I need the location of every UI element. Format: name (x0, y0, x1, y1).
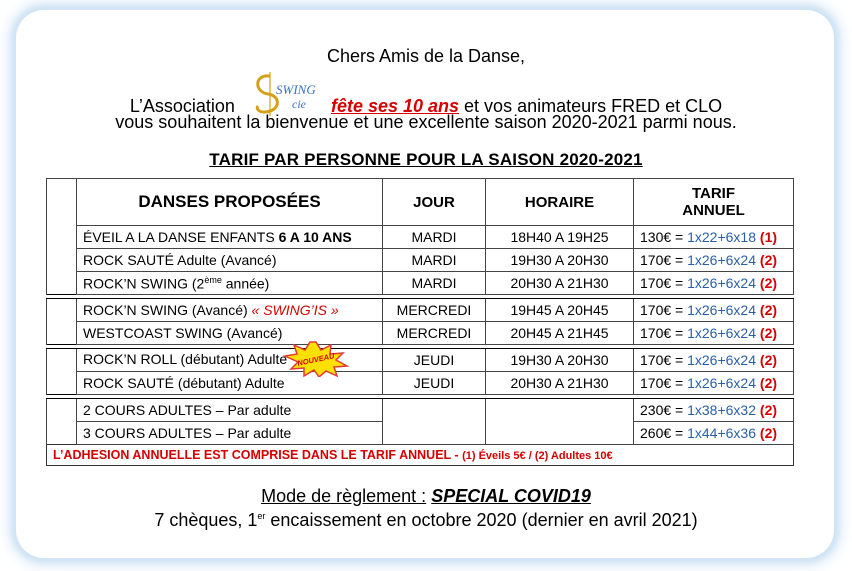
dance-cell: ROCK’N SWING (Avancé) « SWING’IS » (77, 299, 383, 322)
day-cell: MARDI (383, 226, 486, 249)
dance-cell: WESTCOAST SWING (Avancé) (77, 322, 383, 345)
header-tarif: TARIF ANNUEL (634, 179, 794, 226)
payment-label: Mode de règlement : (261, 486, 427, 506)
price-cell: 260€ = 1x44+6x36 (2) (634, 422, 794, 445)
day-cell-empty (383, 399, 486, 445)
logo-text-cie: cie (291, 97, 306, 111)
dance-cell: 3 COURS ADULTES – Par adulte (77, 422, 383, 445)
table-row (47, 399, 794, 422)
welcome-line: vous souhaitent la bienvenue et une excellente saison 2020-2021 parmi nous. (115, 112, 737, 132)
anniversary-highlight: fête ses 10 ans (330, 96, 460, 116)
time-cell: 20H45 A 21H45 (486, 322, 634, 345)
dance-cell: ÉVEIL A LA DANSE ENFANTS 6 A 10 ANS (77, 226, 383, 249)
tarif-table (46, 178, 794, 466)
header-time: HORAIRE (486, 179, 634, 226)
price-cell: 170€ = 1x26+6x24 (2) (634, 249, 794, 272)
price-cell: 170€ = 1x26+6x24 (2) (634, 372, 794, 395)
table-row (47, 349, 794, 372)
dance-cell: 2 COURS ADULTES – Par adulte (77, 399, 383, 422)
dance-cell: ROCK SAUTÉ (débutant) Adulte (77, 372, 383, 395)
day-cell: MARDI (383, 249, 486, 272)
covid-special: SPECIAL COVID19 (431, 486, 591, 506)
day-cell: MERCREDI (383, 322, 486, 345)
table-row (47, 372, 794, 395)
greeting: Chers Amis de la Danse, (326, 46, 526, 66)
table-row (47, 226, 794, 249)
adhesion-row (47, 445, 794, 466)
cheques-line: 7 chèques, 1er encaissement en octobre 2020 (dernier en avril 2021) (154, 510, 698, 530)
table-header-row (47, 179, 794, 226)
intro-suffix: et vos animateurs FRED et CLO (459, 96, 723, 116)
time-cell: 19H45 A 20H45 (486, 299, 634, 322)
table-row (47, 272, 794, 295)
time-cell-empty (486, 399, 634, 445)
time-cell: 18H40 A 19H25 (486, 226, 634, 249)
day-cell: JEUDI (383, 349, 486, 372)
price-cell: 130€ = 1x22+6x18 (1) (634, 226, 794, 249)
price-cell: 170€ = 1x26+6x24 (2) (634, 272, 794, 295)
svg-text:NOUVEAU: NOUVEAU (296, 351, 336, 368)
time-cell: 20H30 A 21H30 (486, 372, 634, 395)
nouveau-badge (287, 351, 347, 369)
day-cell: MERCREDI (383, 299, 486, 322)
logo-text-swing: SWING (275, 82, 316, 97)
price-cell: 170€ = 1x26+6x24 (2) (634, 322, 794, 345)
payment-line (0, 486, 852, 507)
day-cell: JEUDI (383, 372, 486, 395)
price-cell: 170€ = 1x26+6x24 (2) (634, 349, 794, 372)
dance-cell: ROCK’N ROLL (débutant) Adulte NOUVEAU (77, 349, 383, 372)
time-cell: 20H30 A 21H30 (486, 272, 634, 295)
table-row (47, 322, 794, 345)
time-cell: 19H30 A 20H30 (486, 349, 634, 372)
dance-cell: ROCK SAUTÉ Adulte (Avancé) (77, 249, 383, 272)
header-day: JOUR (383, 179, 486, 226)
price-cell: 170€ = 1x26+6x24 (2) (634, 299, 794, 322)
header-dances: DANSES PROPOSÉES (77, 179, 383, 226)
dance-cell: ROCK’N SWING (2ème année) (77, 272, 383, 295)
tarif-heading: TARIF PAR PERSONNE POUR LA SAISON 2020-2021 (209, 150, 643, 169)
day-cell: MARDI (383, 272, 486, 295)
price-cell: 230€ = 1x38+6x32 (2) (634, 399, 794, 422)
adhesion-cell: L’ADHESION ANNUELLE EST COMPRISE DANS LE TARIF ANNUEL - (1) Éveils 5€ / (2) Adultes 10€ (47, 445, 794, 466)
table-row (47, 299, 794, 322)
table-row (47, 249, 794, 272)
time-cell: 19H30 A 20H30 (486, 249, 634, 272)
intro-prefix: L’Association (129, 96, 235, 116)
